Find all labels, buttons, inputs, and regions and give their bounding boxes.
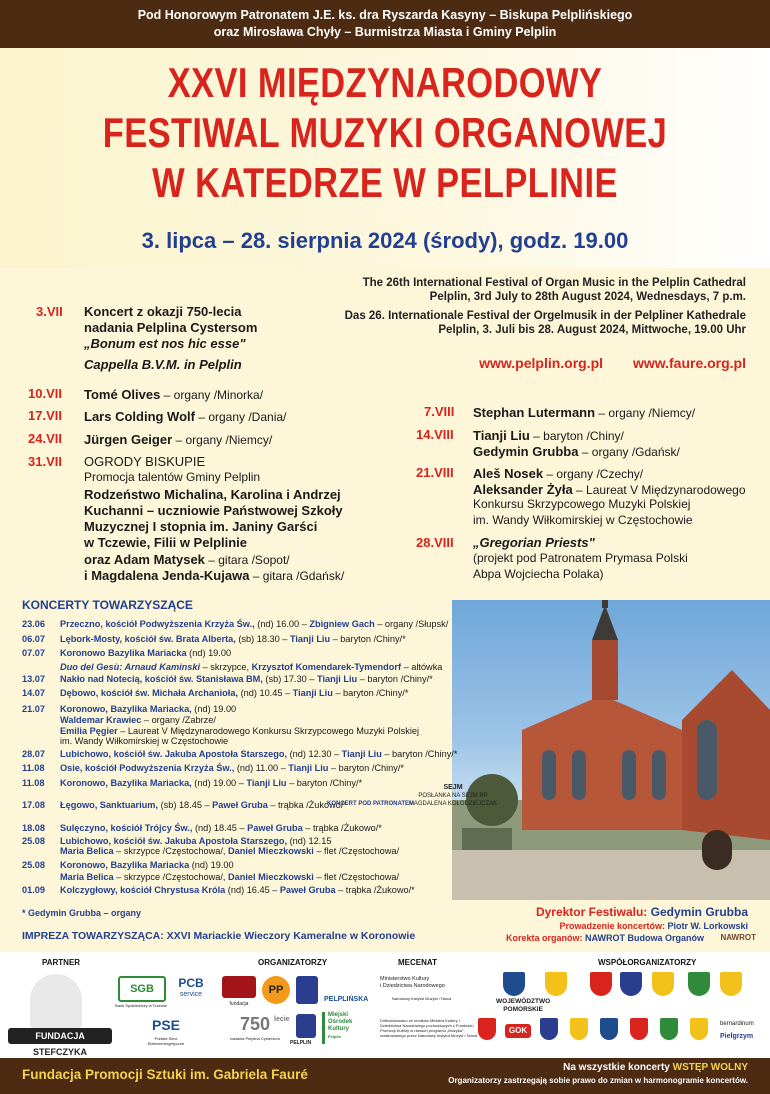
concert-performer [84,431,272,449]
konc-sub-artist: Emilia Pęgier [60,726,118,736]
konc-artist: Zbigniew Gach [309,619,375,629]
konc-sub-info: – flet /Częstochowa/ [313,846,400,856]
concert-date: 7.VIII [424,404,455,419]
konc-venue: Kolczygłowy, kościół Chrystusa Króla [60,885,226,895]
konc-row [22,619,448,631]
concert-date: 14.VIII [416,427,454,442]
750-label: 750 [239,1014,271,1034]
concert-text: Kuchanni – uczniowie Państwowej Szkoły [84,503,343,518]
concert-text: „Gregorian Priests" [473,535,595,550]
concert-date: 3.VII [36,304,63,319]
konc-time: (nd) 12.30 – [287,749,342,759]
pse-logo: PSE [151,1017,180,1033]
pse-caption: Polskie Sieci Elektroenergetyczne [147,1036,185,1046]
mok-line-3: Kultury [328,1026,349,1032]
nawrot-logo: NAWROT [720,933,756,942]
konc-date: 06.07 [22,634,45,644]
konc-time: (nd) 11.00 – [234,763,289,773]
concert-text: Rodzeństwo Michalina, Karolina i Andrzej [84,487,341,502]
sejm-badge [398,784,508,808]
performer-name: Aleš Nosek [473,466,544,481]
patron-heading: MECENAT [398,958,437,967]
pelplin-coat-logo [296,976,318,1004]
sejm-line-3: MAGDALENA KOŁODZIEJCZAK [408,801,498,807]
konc-venue: Lębork-Mosty, kościół św. Brata Alberta, [60,634,236,644]
konc-info: – trąbka /Żukowo/* [335,885,415,895]
pcb-logo [168,978,214,1000]
concert-date: 10.VII [28,386,62,401]
konc-date: 14.07 [22,688,45,698]
performer-info: – organy /Dania/ [194,410,287,424]
konc-artist: Paweł Gruba [279,885,336,895]
intl-de-line-2: Pelplin, 3. Juli bis 28. August 2024, Mittwoche, 19.00 Uhr [438,324,746,336]
konc-date: 25.08 [22,860,45,870]
coat-of-arms-icon [660,1018,678,1040]
pelplin-coat-logo-2 [296,1014,316,1038]
konc-venue: Sulęczyno, kościół Trójcy Św., [60,823,193,833]
konc-venue: Koronowo, Bazylika Mariacka, [60,778,192,788]
towarzyszace-title: KONCERTY TOWARZYSZĄCE [22,598,193,612]
pcb-caption: service [179,991,203,998]
konc-time: (nd) 19.00 – [191,778,247,788]
correction-label: Korekta organów: [505,933,585,943]
intl-de-line-1: Das 26. Internationale Festival der Orgelmusik in der Pelpliner Kathedrale [344,310,746,322]
performer-name: Lars Colding Wolf [84,409,195,424]
konc-venue: Koronowo, Bazylika Mariacka, [60,704,192,714]
performer-info: – organy /Niemcy/ [595,406,696,420]
performer-info: – organy /Czechy/ [543,467,644,481]
sejm-line-2: POSŁANKA NA SEJM RP [418,793,488,799]
konc-sub-info: – organy /Zabrze/ [141,715,216,725]
pielgrzym-logo: Pielgrzym [720,1033,754,1040]
konc-info: – trąbka /Żukowo/* [302,823,382,833]
title-line-3: W KATEDRZE W PELPLINIE [152,159,618,206]
konc-artist: Tianji Liu [246,778,287,788]
footer-free-entry: WSTĘP WOLNY [672,1062,748,1073]
konc-artist: Paweł Gruba [247,823,303,833]
host-name: Piotr W. Lorkowski [667,921,748,931]
faure-logo [222,976,256,998]
festival-director [536,905,748,919]
footer-entry-pre: Na wszystkie koncerty [563,1062,673,1073]
title-line-2: FESTIWAL MUZYKI ORGANOWEJ [102,109,668,156]
konc-sub-info: – skrzypce /Częstochowa/, [113,872,229,882]
konc-sub-2508b [60,872,399,884]
mok-line-4: Pelplin [328,1034,342,1039]
konc-date: 11.08 [22,763,45,773]
coat-of-arms-icon [540,1018,558,1040]
konc-artist: Tianji Liu [289,634,331,644]
konc-sub-2107c: im. Wandy Wiłkomirskiej w Częstochowie [60,736,229,746]
concert-date: 31.VII [28,454,62,469]
fundacja-label: FUNDACJA [35,1031,85,1041]
pcb-label: PCB [178,976,204,990]
performer-info: – Laureat V Międzynarodowego [572,483,746,497]
performer-name: Gedymin Grubba [473,444,579,459]
concert-text: nadania Pelplina Cystersom [84,320,258,335]
konc-time: (nd) 12.15 [287,836,332,846]
correction-name: NAWROT Budowa Organów [585,933,704,943]
konc-date: 23.06 [22,619,45,629]
director-name: Gedymin Grubba [650,905,748,919]
organ-correction [506,933,704,943]
footer-foundation: Fundacja Promocji Sztuki im. Gabriela Fauré [22,1067,308,1082]
performer-name: Tianji Liu [473,428,530,443]
konc-row [22,778,362,790]
performer-name: Tomé Olives [84,387,161,402]
konc-time: (nd) 10.45 – [238,688,293,698]
konc-row [22,885,415,897]
pomorskie-line-2: POMORSKIE [503,1006,543,1013]
faure-caption: fundacja [229,1001,249,1007]
konc-artist: Tianji Liu [317,674,358,684]
performer-info: – baryton /Chiny/ [529,429,624,443]
konc-artist: Tianji Liu [341,749,382,759]
concert-text: Koncert z okazji 750-lecia [84,304,242,319]
konc-info: – baryton /Chiny/* [328,763,405,773]
coat-of-arms-icon [478,1018,496,1040]
footer-changes-note: Organizatorzy zastrzegają sobie prawo do zmian w harmonogramie koncertów. [448,1076,748,1085]
konc-time: (sb) 18.45 – [158,800,213,810]
konc-info: – organy /Słupsk/ [374,619,449,629]
konc-time: (nd) 19.00 [189,860,234,870]
konc-info: – baryton /Chiny/* [332,688,409,698]
mok-logo [322,1012,362,1044]
konc-sub-info: – altówka [401,662,443,672]
pelplin-caption: PELPLIN [290,1040,312,1046]
konc-time: (nd) 19.00 [186,648,232,658]
konc-sub-artist: Waldemar Krawiec [60,715,142,725]
concert-host [559,921,748,931]
konc-date: 07.07 [22,648,45,658]
konc-date: 28.07 [22,749,45,759]
coat-of-arms-icon [570,1018,588,1040]
ministerstwo-line-1: Ministerstwo Kultury [380,976,430,982]
mok-line-2: Ośrodek [328,1019,353,1025]
concert-performer [473,404,695,422]
ministerstwo-line-2: i Dziedzictwa Narodowego [380,983,445,989]
performer-name: i Magdalena Jenda-Kujawa [84,568,250,583]
konc-sub-artist: Daniel Mieczkowski [228,846,314,856]
konc-sub-info: – skrzypce, [200,662,252,672]
concert-performer [84,386,263,404]
concert-performer [84,567,344,585]
konc-info: – trąbka /Żukowo/* [267,800,347,810]
concert-text: OGRODY BISKUPIE [84,454,206,469]
coat-of-arms-icon [720,972,742,996]
concert-text: (projekt pod Patronatem Prymasa Polski [473,551,688,565]
konc-venue: Lubichowo, kościół św. Jakuba Apostoła Starszego, [60,749,288,759]
concert-text: im. Wandy Wiłkomirskiej w Częstochowie [473,513,693,527]
konc-row [22,763,404,775]
festival-dates: 3. lipca – 28. sierpnia 2024 (środy), godz. 19.00 [141,228,629,253]
nimit-logo: Narodowy Instytut Muzyki i Tańca [392,996,452,1001]
website-links [453,355,746,371]
konc-info: – baryton /Chiny/* [286,778,363,788]
pomorskie-line-1: WOJEWÓDZTWO [496,998,551,1005]
coat-of-arms-icon [652,972,674,996]
gok-logo: GOK [505,1024,531,1038]
mecenat-text: Dofinansowano ze środków Ministra Kultury i Dziedzictwa Narodowego pochodzących z Funduszu Promocji Kultury w ramach programu „Muzyka", realizowanego przez Narodowy Instytut Muzyki i Tańca [380,1018,478,1038]
konc-date: 11.08 [22,778,45,788]
750-caption: nadania Pelplina Cystersom [230,1036,280,1041]
patronat-note: KONCERT POD PATRONATEM [327,801,414,807]
konc-date: 13.07 [22,674,45,684]
konc-time: (nd) 19.00 [191,704,237,714]
festival-title [69,58,700,208]
konc-venue: Koronowo, Bazylika Mariacka [60,860,190,870]
konc-venue: Lubichowo, kościół św. Jakuba Apostoła Starszego, [60,836,288,846]
konc-time: (nd) 16.00 – [254,619,310,629]
konc-sub-artist: Daniel Mieczkowski [228,872,314,882]
konc-sub-artist: Duo del Gesù: Arnaud Kaminski [60,662,201,672]
konc-info: – baryton /Chiny/* [381,749,458,759]
concert-text: w Tczewie, Filii w Pelplinie [84,535,248,550]
konc-venue: Dębowo, kościół św. Michała Archanioła, [60,688,239,698]
performer-info: – gitara /Sopot/ [204,553,290,567]
performer-info: – organy /Minorka/ [160,388,264,402]
konc-time: (nd) 18.45 – [192,823,248,833]
konc-venue: Koronowo Bazylika Mariacka [60,648,187,658]
konc-artist: Paweł Gruba [212,800,268,810]
coat-of-arms-icon [690,1018,708,1040]
title-line-1: XXVI MIĘDZYNARODOWY [167,59,603,106]
concert-date: 21.VIII [416,465,454,480]
konc-artist: Tianji Liu [288,763,329,773]
concert-performer [84,408,286,426]
konc-sub-info: – skrzypce /Częstochowa/, [113,846,229,856]
partner-heading: PARTNER [42,958,81,967]
sejm-label: SEJM [443,784,463,791]
konc-time: (sb) 18.30 – [235,634,290,644]
konc-row [22,749,457,761]
konc-row [22,688,408,700]
concert-performer [473,443,680,461]
patronat-line-2: oraz Mirosława Chyły – Burmistrza Miasta i Gminy Pelplin [213,25,557,39]
coat-of-arms-icon [620,972,642,996]
konc-sub-2107a [60,715,216,727]
concert-date: 28.VIII [416,535,454,550]
konc-sub-2508a [60,846,399,858]
konc-artist: Tianji Liu [292,688,333,698]
konc-row [22,704,236,716]
concert-text: „Bonum est nos hic esse" [84,336,246,351]
host-label: Prowadzenie koncertów: [559,921,668,931]
konc-row [22,648,231,660]
konc-venue: Osie, kościół Podwyższenia Krzyża Św., [60,763,235,773]
konc-info: – baryton /Chiny/* [357,674,433,684]
concert-text: Promocja talentów Gminy Pelplin [84,470,261,484]
sgb-caption: Bank Spółdzielczy w Tczewie [115,1003,167,1008]
pp-logo: PP [262,976,290,1004]
konc-date: 17.08 [22,800,45,810]
konc-venue: Łęgowo, Sanktuarium, [60,800,159,810]
konc-row [22,823,382,835]
footer-entry-line [388,1061,748,1074]
bernardinum-logo: bernardinum [720,1021,754,1027]
concert-date: 24.VII [28,431,62,446]
stefczyka-label: STEFCZYKA [33,1047,87,1057]
concert-text: Abpa Wojciecha Polaka) [473,567,604,581]
konc-sub-info: – flet /Częstochowa/ [313,872,400,882]
footnote: * Gedymin Grubba – organy [22,908,142,918]
konc-row [22,800,347,812]
pomorskie-logo [496,998,550,1014]
url-pelplin[interactable]: www.pelplin.org.pl [479,355,604,371]
pelplinska-logo: PELPLIŃSKA [324,996,369,1003]
konc-sub-artist: Krzysztof Komendarek-Tymendorf [251,662,402,672]
performer-info: – organy /Gdańsk/ [578,445,680,459]
intl-en-line-1: The 26th International Festival of Organ Music in the Pelplin Cathedral [362,277,746,289]
konc-date: 25.08 [22,836,45,846]
performer-name: oraz Adam Matysek [84,552,205,567]
ministerstwo-logo [380,976,480,990]
konc-row [22,860,234,872]
performer-name: Aleksander Żyła [473,482,573,497]
impreza-towarzyszaca: IMPREZA TOWARZYSZĄCA: XXVI Mariackie Wieczory Kameralne w Koronowie [22,930,416,942]
konc-venue: Nakło nad Notecią, kościół św. Stanisława BM, [60,674,263,684]
performer-name: Jürgen Geiger [84,432,173,447]
cathedral-photo [452,600,770,900]
url-faure[interactable]: www.faure.org.pl [632,355,746,371]
intl-en-line-2: Pelplin, 3rd July to 28th August 2024, Wednesdays, 7 p.m. [429,291,746,303]
sgb-logo: SGB [118,976,166,1002]
coat-of-arms-icon [630,1018,648,1040]
organizers-heading: ORGANIZATORZY [258,958,328,967]
konc-venue: Przeczno, kościół Podwyższenia Krzyża Św., [60,619,255,629]
konc-row [22,634,406,646]
konc-info: – baryton /Chiny/* [330,634,406,644]
stefczyk-portrait-logo [30,974,82,1028]
coorganizers-heading: WSPÓŁORGANIZATORZY [598,958,697,967]
patronat-line-1: Pod Honorowym Patronatem J.E. ks. dra Ryszarda Kasyny – Biskupa Pelplińskiego [137,8,633,22]
konc-row [22,674,433,686]
konc-date: 18.08 [22,823,45,833]
konc-time: (sb) 17.30 – [262,674,318,684]
intl-en [326,276,746,304]
konc-sub-info: – Laureat V Międzynarodowego Konkursu Skrzypcowego Muzyki Polskiej [117,726,420,736]
coat-of-arms-icon [503,972,525,996]
coat-of-arms-icon [688,972,710,996]
konc-sub-artist: Maria Belica [60,872,114,882]
lecie-label: lecie [274,1016,290,1023]
fundacja-stefczyka-logo [8,1028,112,1057]
konc-sub-0707 [60,662,442,674]
patronat-header [0,0,770,48]
concert-text: Cappella B.V.M. in Pelplin [84,357,242,372]
performer-info: – gitara /Gdańsk/ [249,569,345,583]
performer-info: – organy /Niemcy/ [172,433,273,447]
concert-text: Muzycznej I stopnia im. Janiny Garści [84,519,318,534]
konc-date: 01.09 [22,885,45,895]
konc-date: 21.07 [22,704,45,714]
intl-de [326,309,746,337]
coat-of-arms-icon [600,1018,618,1040]
cathedral-illustration [452,600,770,900]
footer-note [388,1061,748,1087]
concert-date: 17.VII [28,408,62,423]
director-label: Dyrektor Festiwalu: [535,905,651,919]
konc-time: (nd) 16.45 – [225,885,280,895]
concert-text: Konkursu Skrzypcowego Muzyki Polskiej [473,497,691,511]
coat-of-arms-icon [545,972,567,996]
mok-line-1: Miejski [328,1012,349,1018]
konc-sub-artist: Maria Belica [60,846,114,856]
coat-of-arms-icon [590,972,612,996]
performer-name: Stephan Lutermann [473,405,596,420]
